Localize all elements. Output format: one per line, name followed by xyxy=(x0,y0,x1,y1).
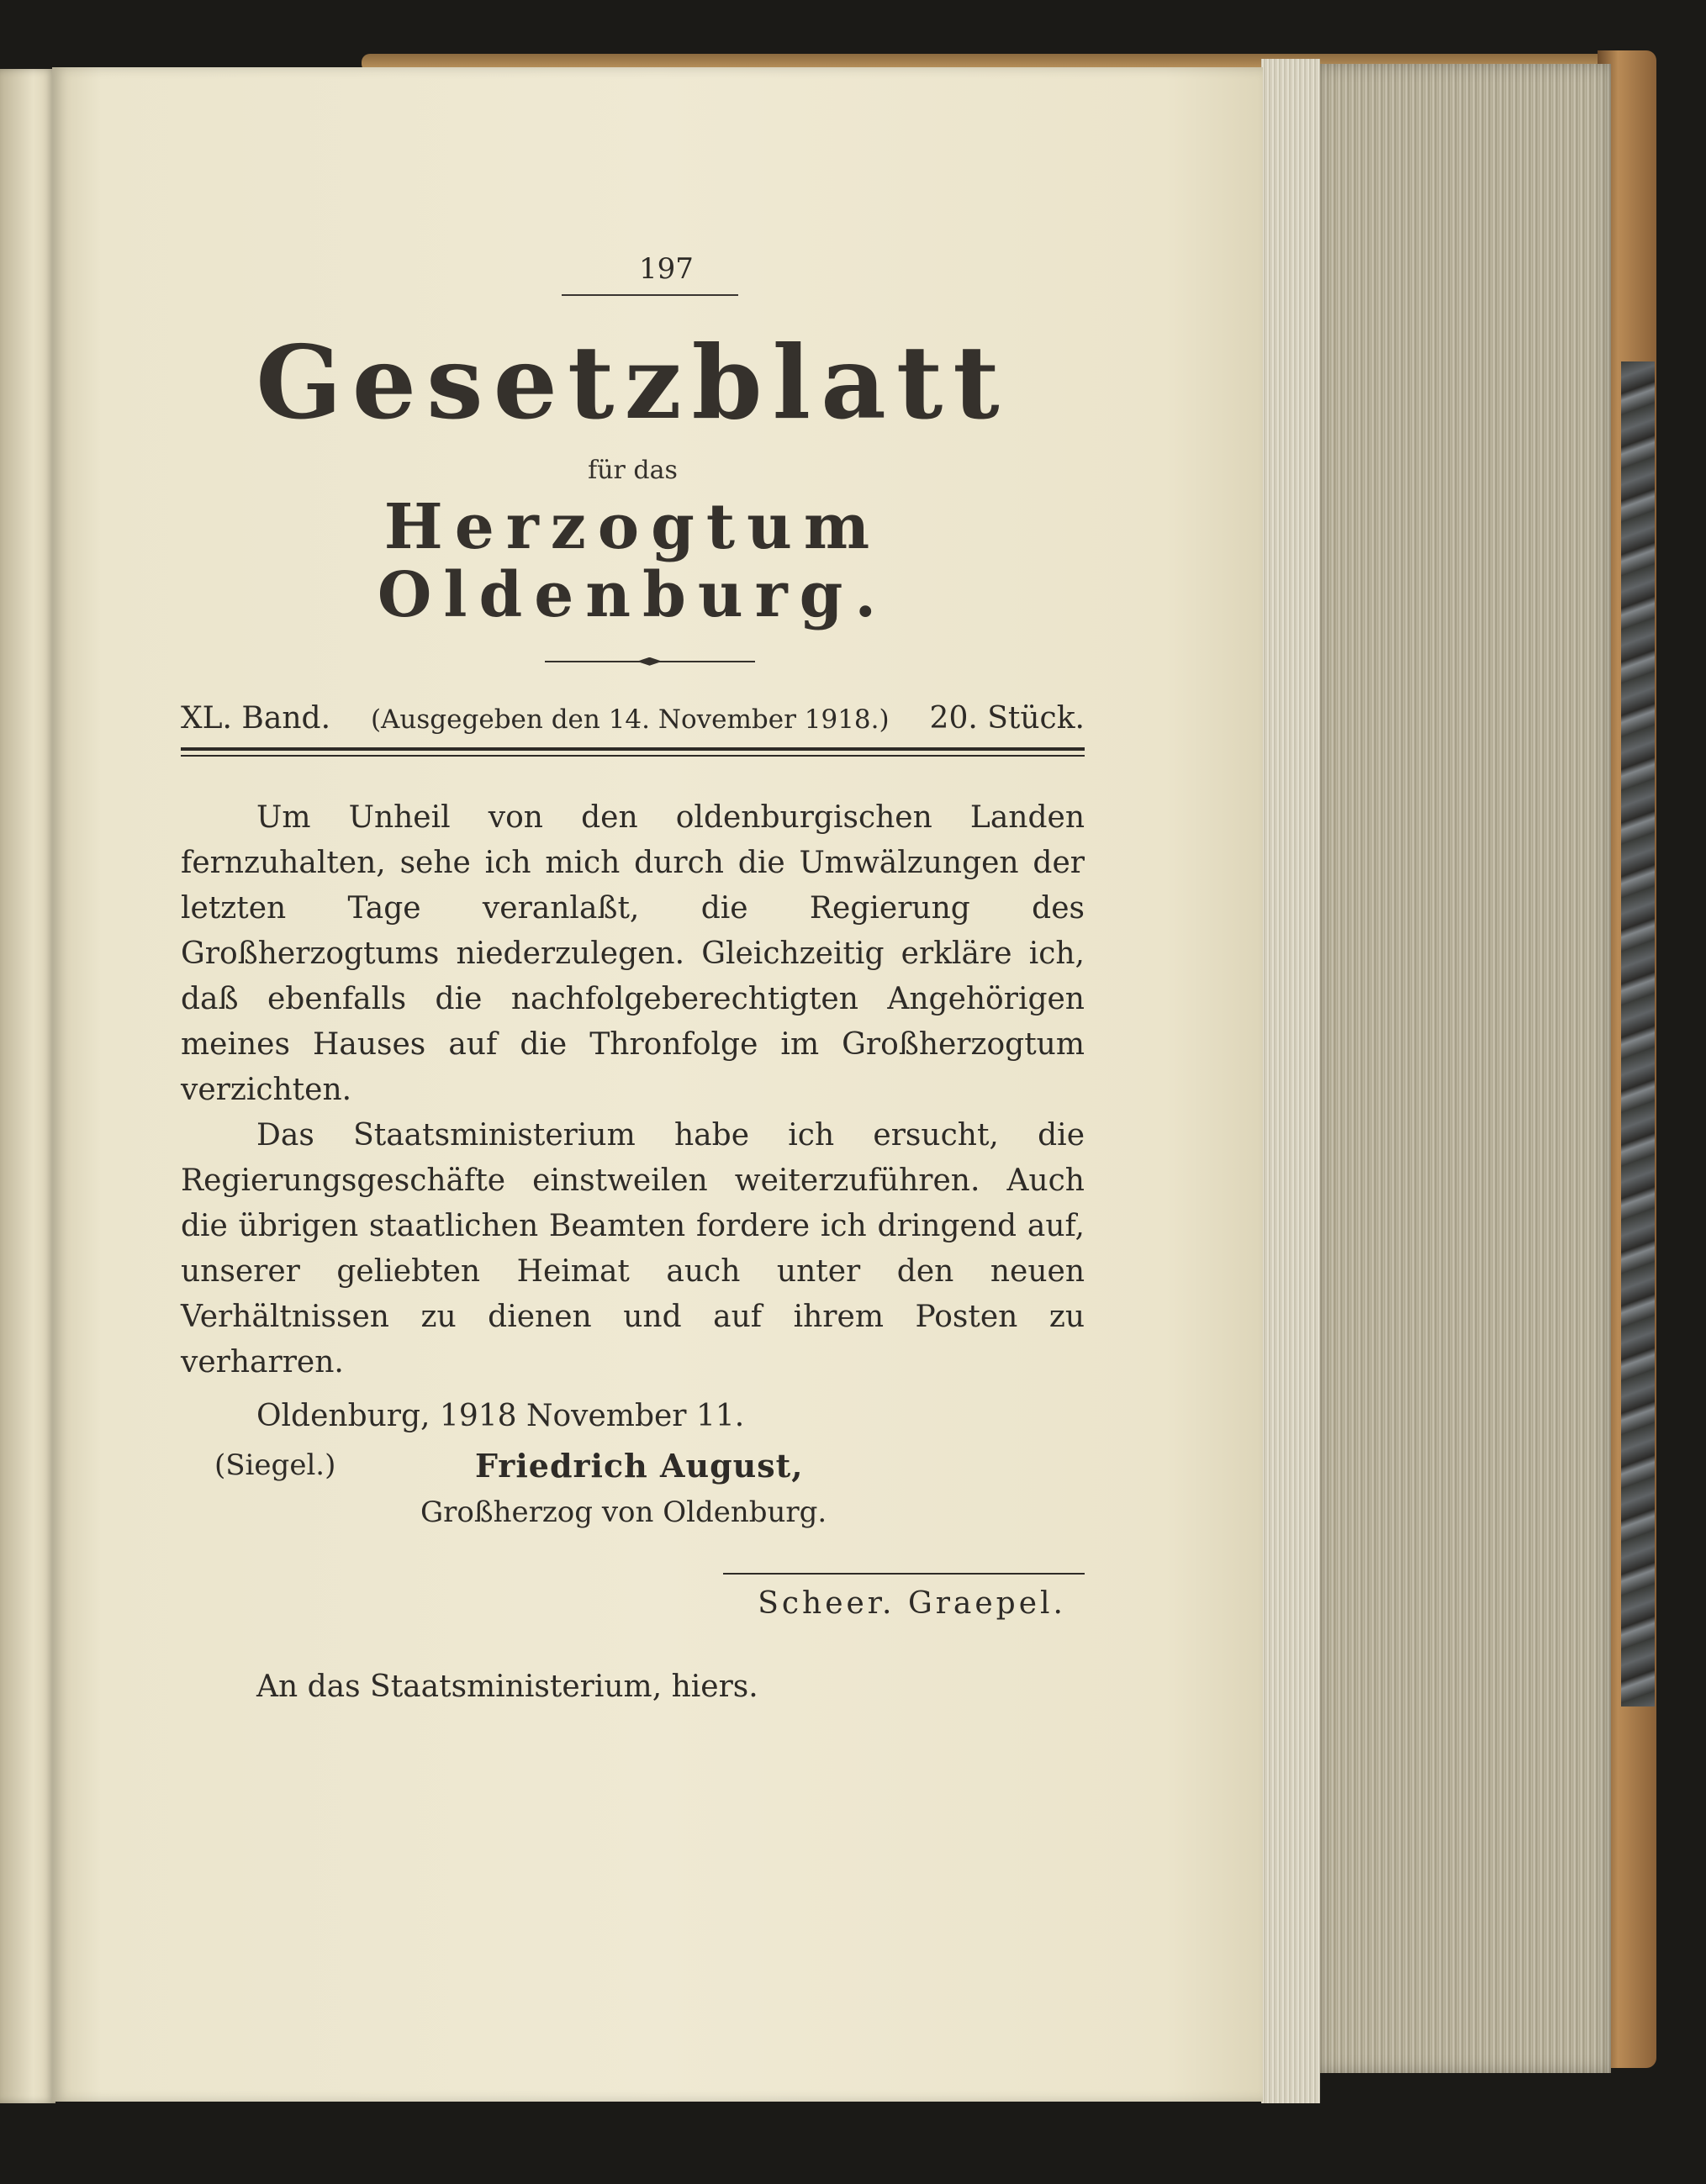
decree-text xyxy=(181,795,1085,1385)
issue-date: (Ausgegeben den 14. November 1918.) xyxy=(370,704,890,735)
decree-paragraph-1: Um Unheil von den oldenburgischen Landen fernzuhalten, sehe ich mich durch die Umwälzungen der letzten Tage veranlaßt, die Regierung des Großherzogtums niederzulegen. Gleichzeitig erkläre ich, daß ebenfalls die nachfolgeberechtigten Angehörigen meines Hauses auf die Thronfolge im Großherzogtum verzichten. xyxy=(181,799,1085,1107)
countersignatures: Scheer. Graepel. xyxy=(758,1585,1066,1621)
ornament-divider xyxy=(545,656,755,667)
page-content xyxy=(181,252,1085,1704)
header-double-rule xyxy=(181,747,1085,757)
page-edges xyxy=(1261,59,1320,2103)
page-number-rule xyxy=(562,294,738,296)
signature-block xyxy=(181,1448,1085,1549)
page-number: 197 xyxy=(639,252,694,286)
page-subtitle: Herzogtum Oldenburg. xyxy=(377,491,889,632)
signer-title: Großherzog von Oldenburg. xyxy=(420,1495,827,1529)
issue-meta-row xyxy=(181,701,1085,736)
ornament-diamond xyxy=(637,657,663,666)
page-block xyxy=(1317,64,1611,2073)
marbled-cover xyxy=(1621,361,1655,1707)
title-connector: für das xyxy=(588,456,678,485)
countersign-rule xyxy=(723,1573,1085,1575)
page-title: Gesetzblatt xyxy=(256,324,1010,442)
place-date: Oldenburg, 1918 November 11. xyxy=(256,1398,745,1433)
volume-label: XL. Band. xyxy=(181,700,331,736)
signer-name: Friedrich August, xyxy=(475,1446,804,1485)
left-page-edge xyxy=(0,69,55,2103)
seal-note: (Siegel.) xyxy=(214,1448,336,1482)
addressee: An das Staatsministerium, hiers. xyxy=(256,1669,758,1704)
piece-number: 20. Stück. xyxy=(929,700,1085,736)
decree-paragraph-2: Das Staatsministerium habe ich ersucht, die Regierungsgeschäfte einstweilen weiterzuführen. Auch die übrigen staatlichen Beamten fordere ich dringend auf, unserer geliebten Heimat auch unter den neuen Verhältnissen zu dienen und auf ihrem Posten zu verharren. xyxy=(181,1117,1085,1380)
